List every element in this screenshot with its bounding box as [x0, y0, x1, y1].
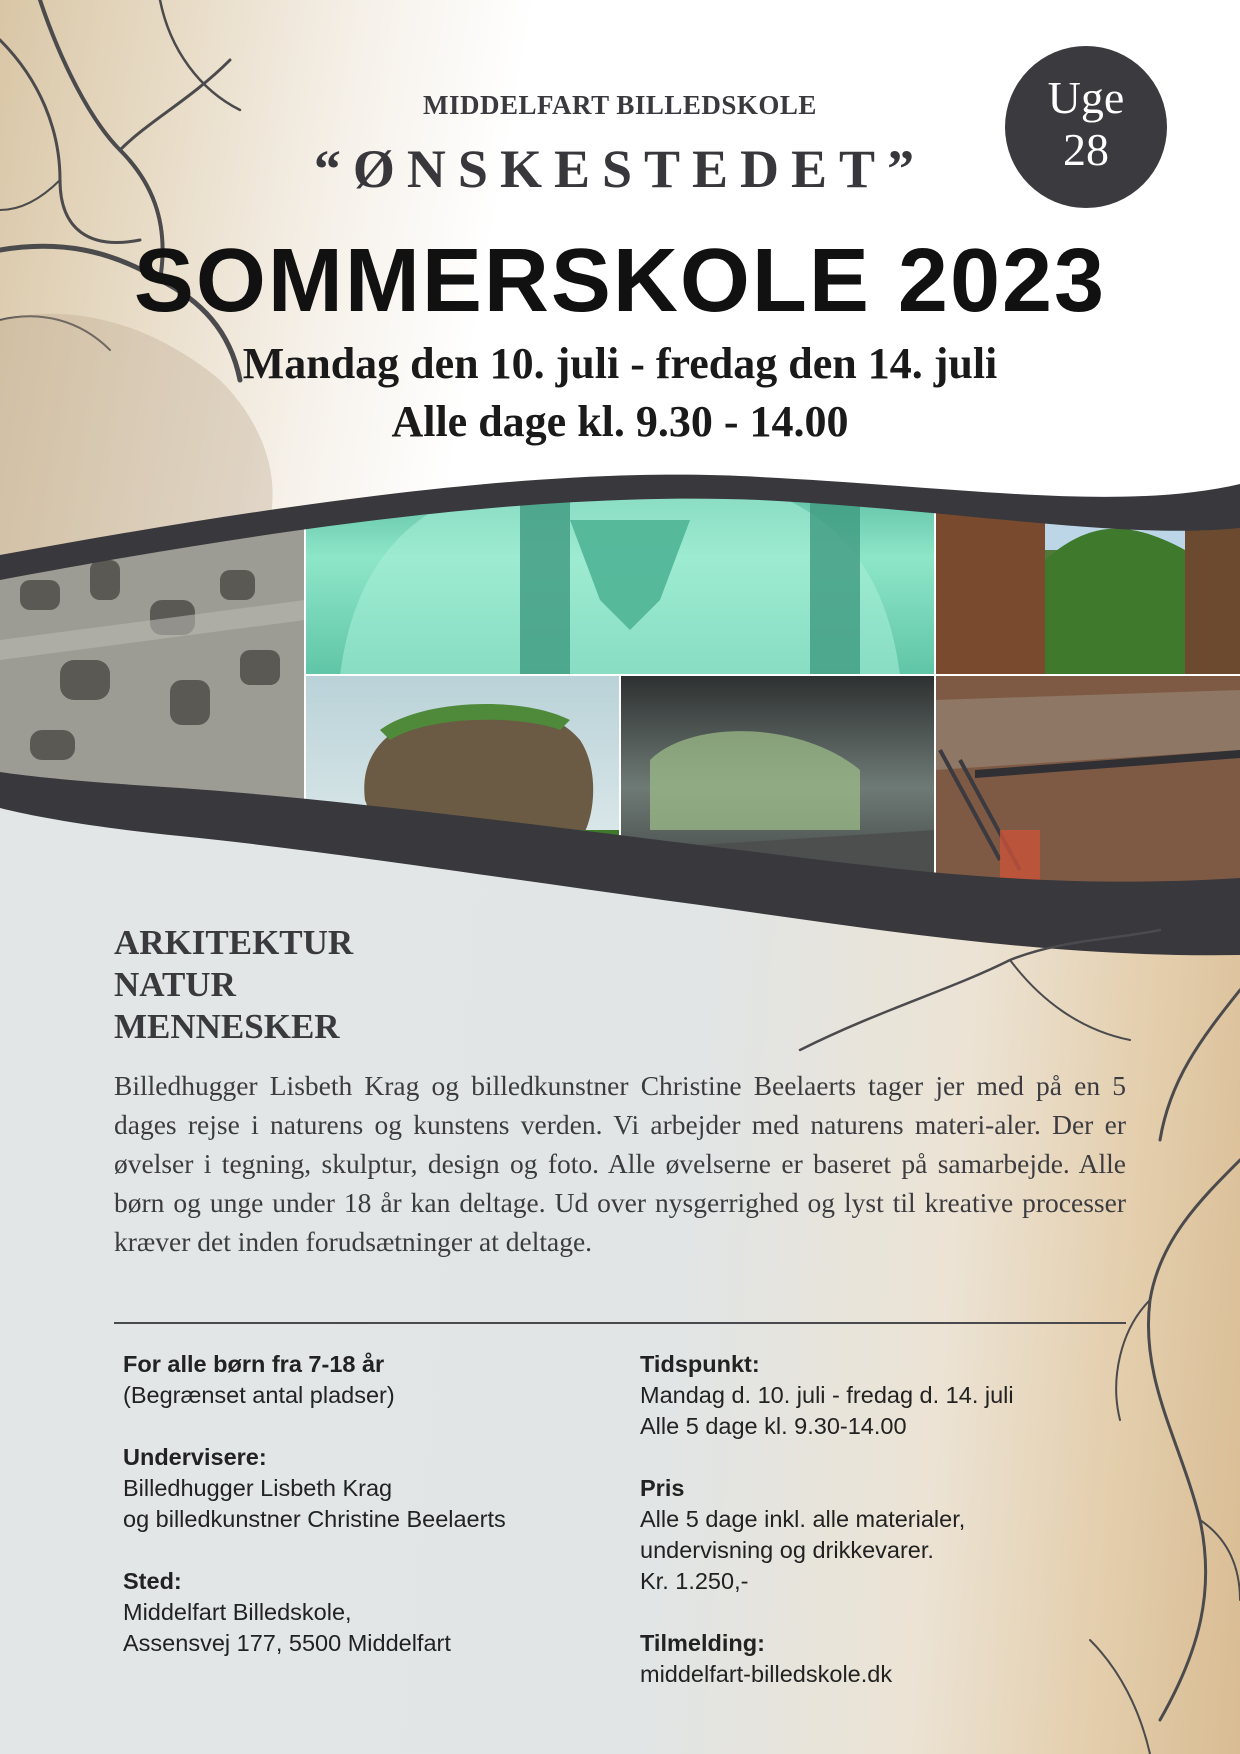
time-heading: Tidspunkt:	[640, 1351, 760, 1377]
week-badge-number: 28	[1063, 124, 1109, 175]
teachers-block	[123, 1442, 643, 1535]
week-badge-label: Uge	[1047, 72, 1125, 123]
price-amount: Kr. 1.250,-	[640, 1568, 749, 1594]
age-heading: For alle børn fra 7-18 år	[123, 1351, 385, 1377]
week-badge	[1005, 46, 1167, 208]
event-hours: Alle dage kl. 9.30 - 14.00	[391, 397, 849, 446]
age-note: (Begrænset antal pladser)	[123, 1382, 395, 1408]
place-heading: Sted:	[123, 1568, 182, 1594]
age-block	[123, 1349, 643, 1411]
teachers-line: og billedkunstner Christine Beelaerts	[123, 1506, 506, 1532]
price-line: undervisning og drikkevarer.	[640, 1537, 934, 1563]
signup-block	[640, 1628, 1160, 1690]
topics-list	[114, 922, 353, 1048]
divider	[114, 1322, 1126, 1324]
info-right-column	[640, 1349, 1160, 1721]
price-block	[640, 1473, 1160, 1597]
teachers-line: Billedhugger Lisbeth Krag	[123, 1475, 393, 1501]
event-subtitle: “ØNSKESTEDET”	[313, 139, 927, 199]
time-block	[640, 1349, 1160, 1442]
page-title: SOMMERSKOLE 2023	[133, 231, 1107, 331]
signup-url: middelfart-billedskole.dk	[640, 1661, 893, 1687]
intro-paragraph: Billedhugger Lisbeth Krag og billedkunstner Christine Beelaerts tager jer med på en 5 dages rejse i naturens og kunstens verden. Vi arbejder med naturens materi-aler. Der er øvelser i tegning, skulptur, design og foto. Alle øvelserne er baseret på samarbejde. Alle børn og unge under 18 år kan deltage. Ud over nysgerrighed og lyst til kreative processer kræver det inden forudsætninger at deltage.	[114, 1070, 1126, 1257]
topic-architecture: ARKITEKTUR	[114, 923, 354, 962]
info-left-column	[123, 1349, 643, 1690]
price-line: Alle 5 dage inkl. alle materialer,	[640, 1506, 966, 1532]
time-line: Alle 5 dage kl. 9.30-14.00	[640, 1413, 907, 1439]
teachers-heading: Undervisere:	[123, 1444, 267, 1470]
place-line: Assensvej 177, 5500 Middelfart	[123, 1630, 451, 1656]
event-dates: Mandag den 10. juli - fredag den 14. juli	[242, 339, 998, 388]
price-heading: Pris	[640, 1475, 685, 1501]
topic-nature: NATUR	[114, 965, 236, 1004]
school-name: MIDDELFART BILLEDSKOLE	[423, 90, 817, 120]
signup-heading: Tilmelding:	[640, 1630, 765, 1656]
time-line: Mandag d. 10. juli - fredag d. 14. juli	[640, 1382, 1014, 1408]
place-block	[123, 1566, 643, 1659]
topic-people: MENNESKER	[114, 1007, 340, 1046]
place-line: Middelfart Billedskole,	[123, 1599, 352, 1625]
